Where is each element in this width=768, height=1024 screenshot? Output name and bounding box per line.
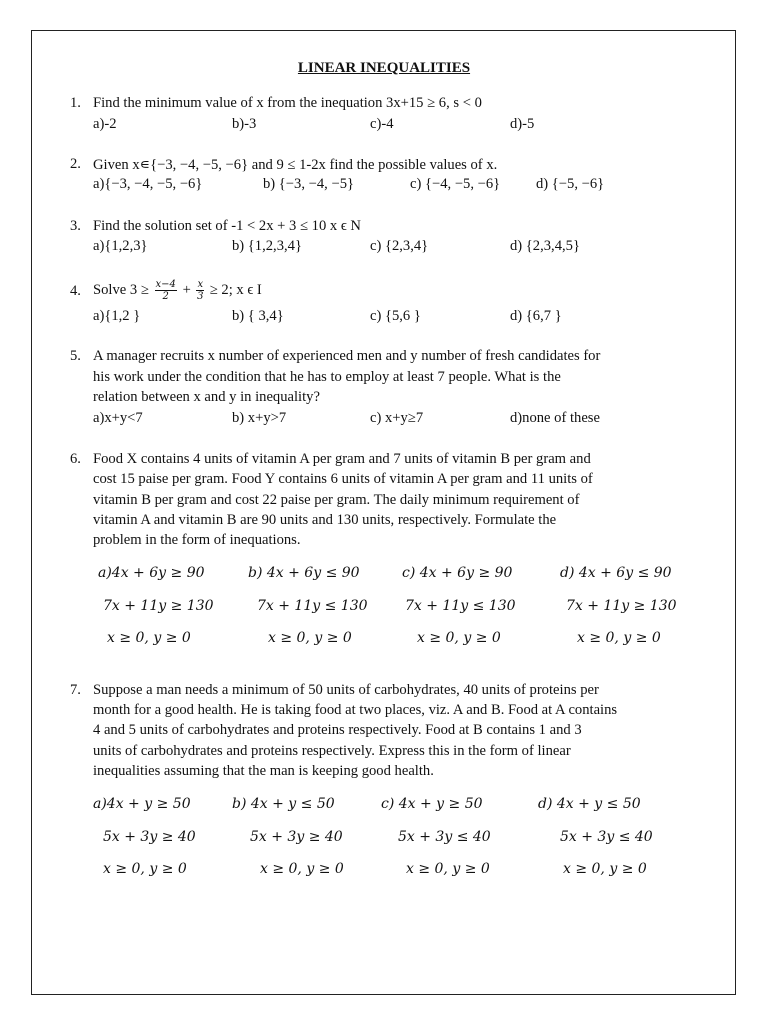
option-a: a){1,2 } [93, 308, 141, 324]
question-text: Find the solution set of -1 < 2x + 3 ≤ 10 x ϵ N [93, 218, 361, 234]
option-c-line1: c) 4x + 6y ≥ 90 [402, 565, 513, 581]
question-number: 3. [70, 218, 81, 234]
question-text-line: inequalities assuming that the man is keeping good health. [93, 763, 434, 779]
question-text: Find the minimum value of x from the inequation 3x+15 ≥ 6, s < 0 [93, 95, 482, 111]
option-a-line3: x ≥ 0, y ≥ 0 [107, 630, 191, 646]
option-d: d) {6,7 } [510, 308, 562, 324]
option-a-line2: 7x + 11y ≥ 130 [103, 598, 214, 614]
option-b: b) { 3,4} [232, 308, 284, 324]
fraction-denominator: 2 [162, 291, 169, 303]
option-b-line2: 7x + 11y ≤ 130 [257, 598, 368, 614]
question-text-line: 4 and 5 units of carbohydrates and proteins respectively. Food at B contains 1 and 3 [93, 722, 582, 738]
option-a: a)-2 [93, 116, 117, 132]
question-text-line: A manager recruits x number of experienced men and y number of fresh candidates for [93, 348, 601, 364]
option-d-line3: x ≥ 0, y ≥ 0 [563, 861, 647, 877]
question-number: 7. [70, 682, 81, 698]
option-c: c) {−4, −5, −6} [410, 176, 501, 192]
option-d-line1: d) 4x + 6y ≤ 90 [560, 565, 672, 581]
option-c-line3: x ≥ 0, y ≥ 0 [417, 630, 501, 646]
question-text-line: relation between x and y in inequality? [93, 389, 320, 405]
option-c: c) x+y≥7 [370, 410, 424, 426]
option-c-line2: 5x + 3y ≤ 40 [398, 829, 491, 845]
question-number: 4. [70, 283, 81, 299]
option-c: c)-4 [370, 116, 394, 132]
option-d: d) {2,3,4,5} [510, 238, 580, 254]
option-c: c) {5,6 } [370, 308, 421, 324]
question-text: Given x∊{−3, −4, −5, −6} and 9 ≤ 1-2x find the possible values of x. [93, 157, 498, 173]
option-d-line2: 5x + 3y ≤ 40 [560, 829, 653, 845]
fraction [155, 279, 177, 302]
option-a-line2: 5x + 3y ≥ 40 [103, 829, 196, 845]
option-b-line3: x ≥ 0, y ≥ 0 [268, 630, 352, 646]
option-d-line2: 7x + 11y ≥ 130 [566, 598, 677, 614]
option-d-line3: x ≥ 0, y ≥ 0 [577, 630, 661, 646]
option-a-line3: x ≥ 0, y ≥ 0 [103, 861, 187, 877]
question-text-line: his work under the condition that he has to employ at least 7 people. What is the [93, 369, 561, 385]
option-b: b) x+y>7 [232, 410, 287, 426]
option-b: b) {1,2,3,4} [232, 238, 302, 254]
question-text-line: month for a good health. He is taking food at two places, viz. A and B. Food at A contains [93, 702, 618, 718]
fraction-denominator: 3 [197, 291, 204, 303]
question-text-line: Food X contains 4 units of vitamin A per gram and 7 units of vitamin B per gram and [93, 451, 591, 467]
question-number: 2. [70, 156, 81, 172]
question-text [93, 276, 262, 304]
question-text-line: problem in the form of inequations. [93, 532, 301, 548]
option-b-line1: b) 4x + y ≤ 50 [232, 796, 335, 812]
option-a-line1: a)4x + y ≥ 50 [93, 796, 191, 812]
fraction-numerator: x−4 [155, 279, 176, 291]
option-d: d)-5 [510, 116, 535, 132]
question-number: 6. [70, 451, 81, 467]
question-text-line: vitamin B per gram and cost 22 paise per gram. The daily minimum requirement of [93, 492, 580, 508]
option-b-line2: 5x + 3y ≥ 40 [250, 829, 343, 845]
option-b-line1: b) 4x + 6y ≤ 90 [248, 565, 360, 581]
question-text-line: units of carbohydrates and proteins respectively. Express this in the form of linear [93, 743, 571, 759]
fraction [196, 279, 204, 302]
fraction-numerator: x [197, 279, 204, 291]
option-c: c) {2,3,4} [370, 238, 429, 254]
option-a: a)x+y<7 [93, 410, 143, 426]
option-c-line3: x ≥ 0, y ≥ 0 [406, 861, 490, 877]
option-d: d)none of these [510, 410, 600, 426]
option-b: b) {−3, −4, −5} [263, 176, 354, 192]
option-c-line1: c) 4x + y ≥ 50 [381, 796, 483, 812]
option-d: d) {−5, −6} [536, 176, 605, 192]
option-b: b)-3 [232, 116, 257, 132]
question-number: 5. [70, 348, 81, 364]
worksheet-title: LINEAR INEQUALITIES [297, 60, 471, 76]
option-a: a){1,2,3} [93, 238, 148, 254]
question-suffix: ≥ 2; x ϵ I [209, 282, 262, 298]
option-a-line1: a)4x + 6y ≥ 90 [98, 565, 205, 581]
option-d-line1: d) 4x + y ≤ 50 [538, 796, 641, 812]
option-c-line2: 7x + 11y ≤ 130 [405, 598, 516, 614]
question-text-line: Suppose a man needs a minimum of 50 units of carbohydrates, 40 units of proteins per [93, 682, 599, 698]
option-b-line3: x ≥ 0, y ≥ 0 [260, 861, 344, 877]
question-prefix: Solve 3 ≥ [93, 282, 149, 298]
question-text-line: vitamin A and vitamin B are 90 units and 130 units, respectively. Formulate the [93, 512, 557, 528]
plus-sign: + [182, 282, 191, 298]
question-text-line: cost 15 paise per gram. Food Y contains 6 units of vitamin A per gram and 11 units of [93, 471, 593, 487]
option-a: a){−3, −4, −5, −6} [93, 176, 203, 192]
question-number: 1. [70, 95, 81, 111]
